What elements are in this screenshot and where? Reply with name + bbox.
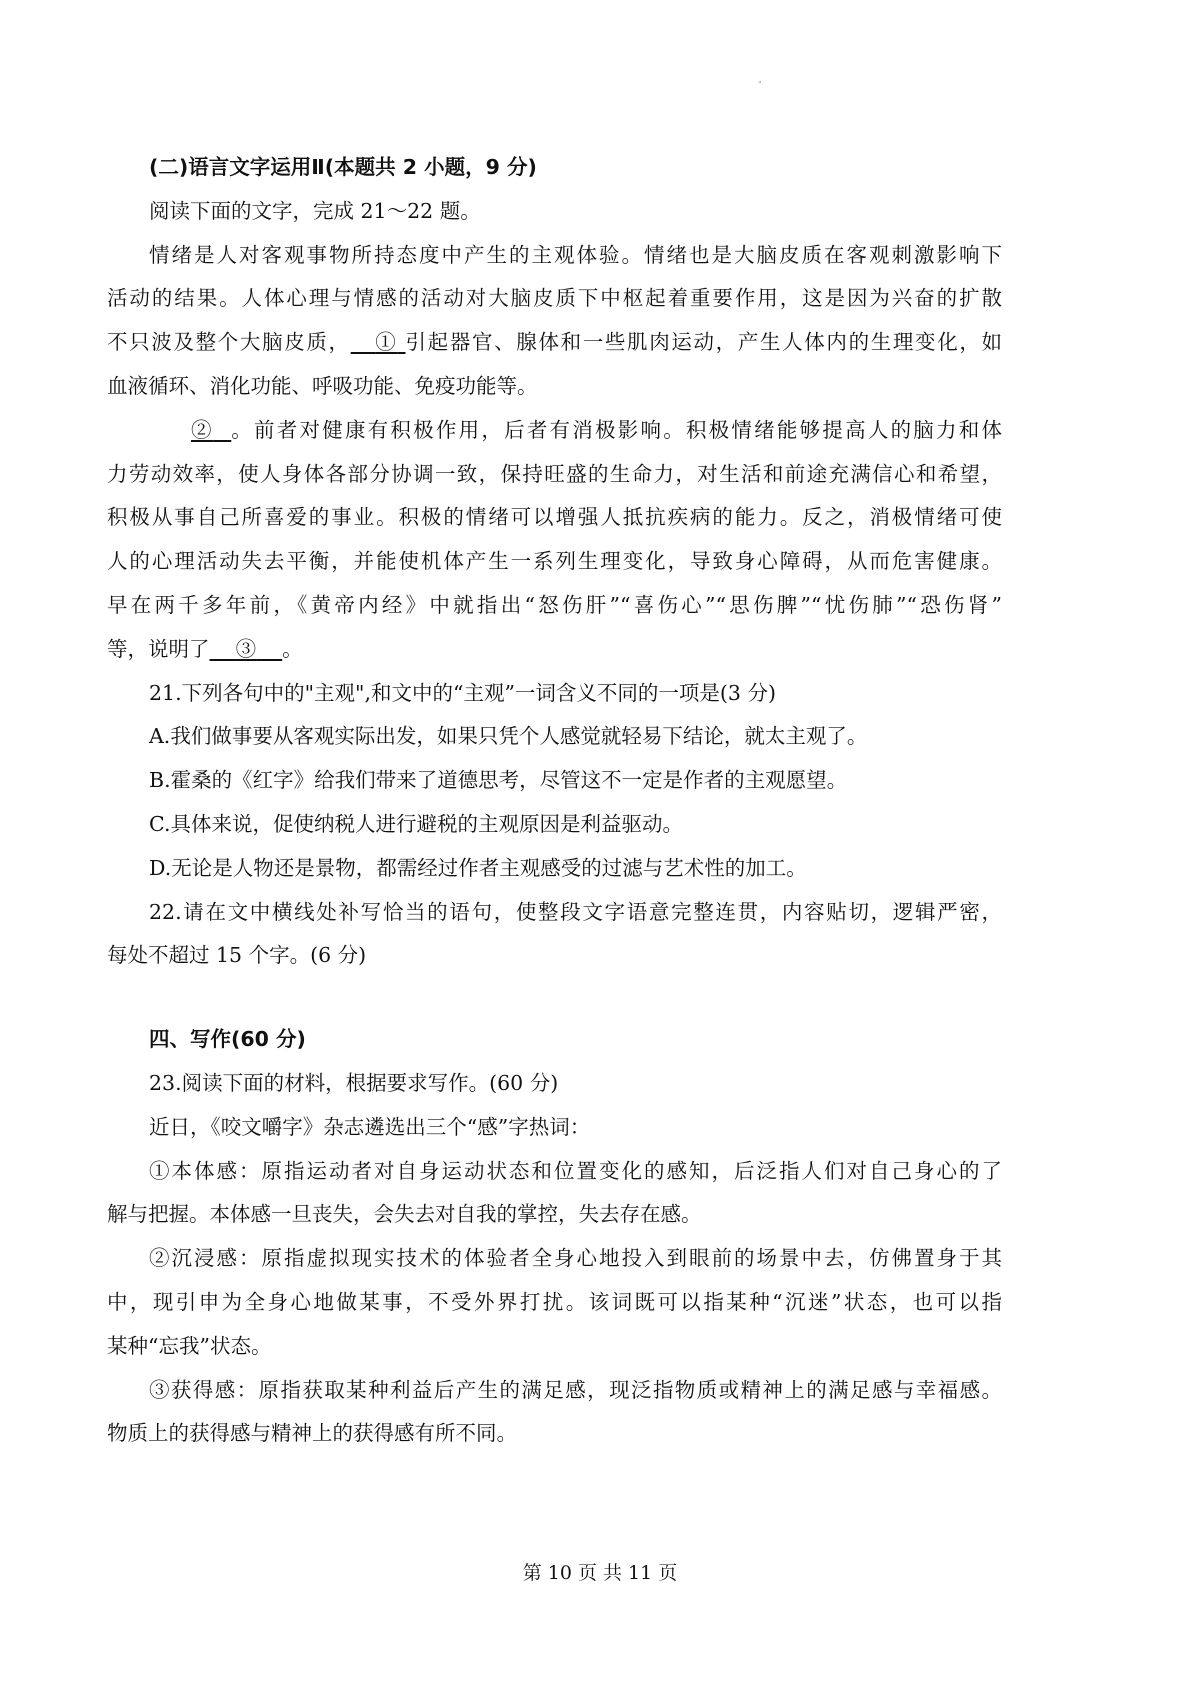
option-d: D.无论是人物还是景物，都需经过作者主观感受的过滤与艺术性的加工。 [149, 855, 807, 880]
text: 。 [282, 636, 303, 661]
exam-page [107, 146, 1002, 1456]
option-a: A.我们做事要从客观实际出发，如果只凭个人感觉就轻易下结论，就太主观了。 [149, 724, 868, 749]
material-item: 中，现引申为全身心地做某事，不受外界打扰。该词既可以指某种“沉迷”状态，也可以指 [107, 1289, 1002, 1314]
instruction: 阅读下面的文字，完成 21～22 题。 [149, 198, 481, 223]
option-c: C.具体来说，促使纳税人进行避税的主观原因是利益驱动。 [149, 811, 683, 836]
material-item: ②沉浸感：原指虚拟现实技术的体验者全身心地投入到眼前的场景中去，仿佛置身于其 [149, 1246, 1002, 1271]
passage-line: 力劳动效率，使人身体各部分协调一致，保持旺盛的生命力，对生活和前途充满信心和希望， [107, 461, 1002, 486]
question-22: 每处不超过 15 个字。(6 分) [107, 943, 367, 968]
material-item: 物质上的获得感与精神上的获得感有所不同。 [107, 1421, 517, 1446]
text: 等，说明了 [107, 636, 210, 661]
material-intro: 近日，《咬文嚼字》杂志遴选出三个“感”字热词： [149, 1114, 591, 1139]
passage-line: 活动的结果。人体心理与情感的活动对大脑皮质下中枢起着重要作用，这是因为兴奋的扩散 [107, 286, 1002, 311]
blank-label: ② [191, 417, 214, 442]
page-footer: 第 10 页 共 11 页 [522, 1562, 678, 1584]
material-item: ①本体感：原指运动者对自身运动状态和位置变化的感知，后泛指人们对自己身心的了 [149, 1158, 1002, 1183]
passage-line [107, 321, 1002, 365]
passage-line: 人的心理活动失去平衡，并能使机体产生一系列生理变化，导致身心障碍，从而危害健康。 [107, 549, 1002, 574]
text: 引起器官、腺体和一些肌肉运动，产生人体内的生理变化，如 [405, 330, 1002, 355]
blank-label: ③ [235, 636, 257, 661]
material-item: ③获得感：原指获取某种利益后产生的满足感，现泛指物质或精神上的满足感与幸福感。 [149, 1377, 1002, 1402]
scan-mark: " [758, 80, 762, 89]
passage-line [107, 409, 1002, 453]
passage-line: 血液循环、消化功能、呼吸功能、免疫功能等。 [107, 373, 538, 398]
text: 不只波及整个大脑皮质， [107, 330, 351, 355]
section-title: 四、写作(60 分) [149, 1027, 306, 1052]
text: 。前者对健康有积极作用，后者有消极影响。积极情绪能够提高人的脑力和体 [231, 417, 1003, 442]
question-21-stem: 21.下列各句中的"主观",和文中的“主观”一词含义不同的一项是(3 分) [149, 680, 776, 705]
passage-line: 情绪是人对客观事物所持态度中产生的主观体验。情绪也是大脑皮质在客观刺激影响下 [149, 242, 1002, 267]
passage-line: 积极从事自己所喜爱的事业。积极的情绪可以增强人抵抗疾病的能力。反之，消极情绪可使 [107, 505, 1002, 530]
material-item: 解与把握。本体感一旦丧失，会失去对自我的掌控，失去存在感。 [107, 1202, 702, 1227]
question-23-stem: 23.阅读下面的材料，根据要求写作。(60 分) [149, 1070, 559, 1095]
blank-label: ① [375, 330, 398, 355]
blank-2 [191, 418, 231, 442]
blank-3 [210, 637, 283, 661]
blank-1 [351, 330, 406, 354]
material-item: 某种“忘我”状态。 [107, 1333, 272, 1358]
section-title: (二)语言文字运用Ⅱ(本题共 2 小题，9 分) [149, 155, 537, 179]
question-22: 22.请在文中横线处补写恰当的语句，使整段文字语意完整连贯，内容贴切，逻辑严密， [149, 899, 1002, 924]
passage-line: 早在两千多年前，《黄帝内经》中就指出“怒伤肝”“喜伤心”“思伤脾”“忧伤肺”“恐伤肾” [107, 592, 1002, 617]
option-b: B.霍桑的《红字》给我们带来了道德思考，尽管这不一定是作者的主观愿望。 [149, 768, 848, 793]
passage-line [107, 628, 1002, 672]
